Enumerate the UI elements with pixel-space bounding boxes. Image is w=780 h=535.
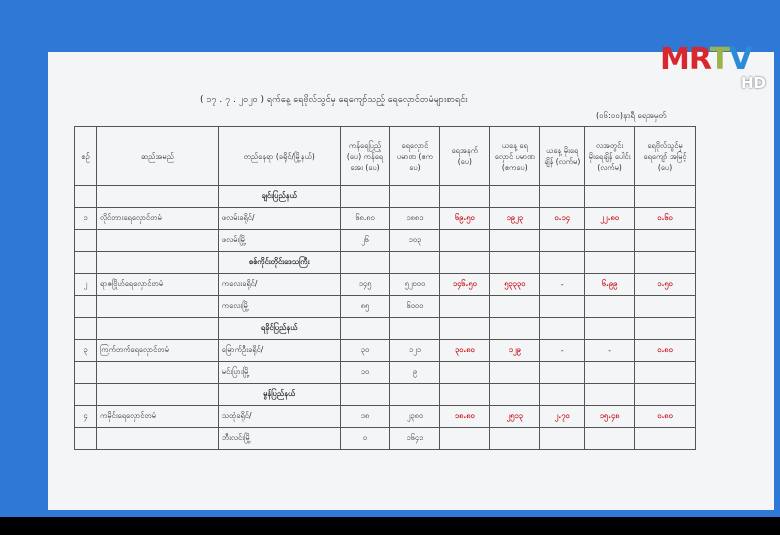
cell-dam-name: ကြက်တက်ရေလှောင်တမံ: [96, 340, 218, 362]
cell-month-rain: -: [585, 340, 635, 362]
cell-location: ဖလမ်းခရိုင်/: [218, 208, 340, 230]
cell-no: ၂: [75, 274, 97, 296]
cell-location: ဖလမ်းမြို့: [218, 230, 340, 252]
cell-storage: ၁၂၁: [390, 340, 440, 362]
cell-today-rain: -: [540, 340, 585, 362]
cell-overflow: ၀.၈၀: [635, 406, 696, 428]
cell-full-level: ၁၀: [340, 362, 390, 384]
table-row: [75, 230, 696, 252]
header-depth: ရေအနက် (ပေ): [440, 127, 490, 186]
cell-month-rain: ၆.၉၉: [585, 274, 635, 296]
cell-today-rain: ၂.၇၀: [540, 406, 585, 428]
cell-location: ကလေးခရိုင်/: [218, 274, 340, 296]
cell-storage: ၁၆၄၁: [390, 428, 440, 450]
cell-no: ၃: [75, 340, 97, 362]
cell-overflow: ၁.၅၀: [635, 274, 696, 296]
header-no: စဉ်: [75, 127, 97, 186]
cell-today-storage: ၁၂၉: [490, 340, 540, 362]
cell-location: ကလေးမြို့: [218, 296, 340, 318]
cell-full-level: ၀: [340, 428, 390, 450]
cell-location: မြောက်ဦးခရိုင်/: [218, 340, 340, 362]
cell-location: သထုံခရိုင်/: [218, 406, 340, 428]
region-row: [75, 384, 696, 406]
cell-full-level: ၁၈: [340, 406, 390, 428]
region-row: [75, 252, 696, 274]
region-row: [75, 318, 696, 340]
cell-full-level: ၃၀: [340, 340, 390, 362]
cell-storage: ၆၀၀၀: [390, 296, 440, 318]
header-location: တည်နေရာ (ခရိုင်/မြို့နယ်): [218, 127, 340, 186]
header-month-rain: လအတွင်း မိုးရေချိန် ပေါင်း (လက်မ): [585, 127, 635, 186]
cell-depth: ၁၄၆.၅၀: [440, 274, 490, 296]
table-row: [75, 296, 696, 318]
cell-today-storage: ၅၃၃၃၀: [490, 274, 540, 296]
header-overflow: ရေဗိုလ်သွင်မှ ရေကျော် အမြင့် (ပေ): [635, 127, 696, 186]
cell-storage: ၁၀၃: [390, 230, 440, 252]
cell-storage: ၁၈၈၁: [390, 208, 440, 230]
cell-month-rain: ၂၂.၈၀: [585, 208, 635, 230]
mrtv-logo-text: MRTV: [660, 42, 752, 77]
table-row: [75, 406, 696, 428]
region-row: [75, 186, 696, 208]
cell-location: ဘီးလင်းမြို့: [218, 428, 340, 450]
cell-today-storage: ၂၅၁၃: [490, 406, 540, 428]
cell-storage: ၅၂၀၀၀: [390, 274, 440, 296]
table-row: [75, 208, 696, 230]
cell-no: ၄: [75, 406, 97, 428]
cell-depth: ၆၉.၅၀: [440, 208, 490, 230]
table-header-row: [75, 127, 696, 186]
cell-storage: ၂၃၈၀: [390, 406, 440, 428]
header-today-storage: ယနေ့ ရေလှောင် ပမာဏ (ဧကပေ): [490, 127, 540, 186]
cell-dam-name: ကမိုင်းရေလှောင်တမံ: [96, 406, 218, 428]
region-name: မွန်ပြည်နယ်: [218, 384, 340, 406]
table-row: [75, 274, 696, 296]
cell-full-level: ၁၄၅: [340, 274, 390, 296]
cell-dam-name: လိုင်တားရေလှောင်တမံ: [96, 208, 218, 230]
header-dam-name: ဆည်အမည်: [96, 127, 218, 186]
table-row: [75, 362, 696, 384]
cell-depth: ၃၀.၈၀: [440, 340, 490, 362]
channel-logo: [660, 42, 770, 92]
document-title: ( ၁၇ . ၇ . ၂၀၂၀ ) ရက်နေ့ ရေဗိုလ်သွင်မှ ရေကျော်သည့် ရေလှောင်တမံများစာရင်း: [200, 95, 468, 105]
cell-storage: ၉: [390, 362, 440, 384]
region-name: စစ်ကိုင်းတိုင်းဒေသကြီး: [218, 252, 340, 274]
cell-location: မင်းပြားမြို့: [218, 362, 340, 384]
cell-full-level: ၈၅: [340, 296, 390, 318]
cell-full-level: ၆၈.၈၀: [340, 208, 390, 230]
cell-depth: ၁၈.၈၀: [440, 406, 490, 428]
cell-today-rain: -: [540, 274, 585, 296]
cell-today-rain: ၀.၁၄: [540, 208, 585, 230]
time-note: (၀၆:၀၀)နာရီ ရေအမှတ်: [596, 111, 667, 120]
header-full-level: ကန်ရေပြည့် (ပေ) ကန်ရေအေး (ပေ): [340, 127, 390, 186]
cell-full-level: ၂၆: [340, 230, 390, 252]
header-today-rain: ယနေ့ မိုးရေ ချိန် (လက်မ): [540, 127, 585, 186]
cell-overflow: ၀.၈၀: [635, 340, 696, 362]
cell-dam-name: ရာဇဗြိုဟ်ရေလှောင်တမံ: [96, 274, 218, 296]
region-name: ရခိုင်ပြည်နယ်: [218, 318, 340, 340]
table-row: [75, 428, 696, 450]
cell-today-storage: ၁၉၂၃: [490, 208, 540, 230]
header-storage: ရေလှောင် ပမာဏ (ဧကပေ): [390, 127, 440, 186]
region-name: ချင်းပြည်နယ်: [218, 186, 340, 208]
cell-no: ၁: [75, 208, 97, 230]
table-row: [75, 340, 696, 362]
cell-overflow: ၀.၆၀: [635, 208, 696, 230]
cell-month-rain: ၁၅.၄၈: [585, 406, 635, 428]
dam-table: [74, 126, 696, 450]
hd-badge: HD: [740, 74, 766, 92]
